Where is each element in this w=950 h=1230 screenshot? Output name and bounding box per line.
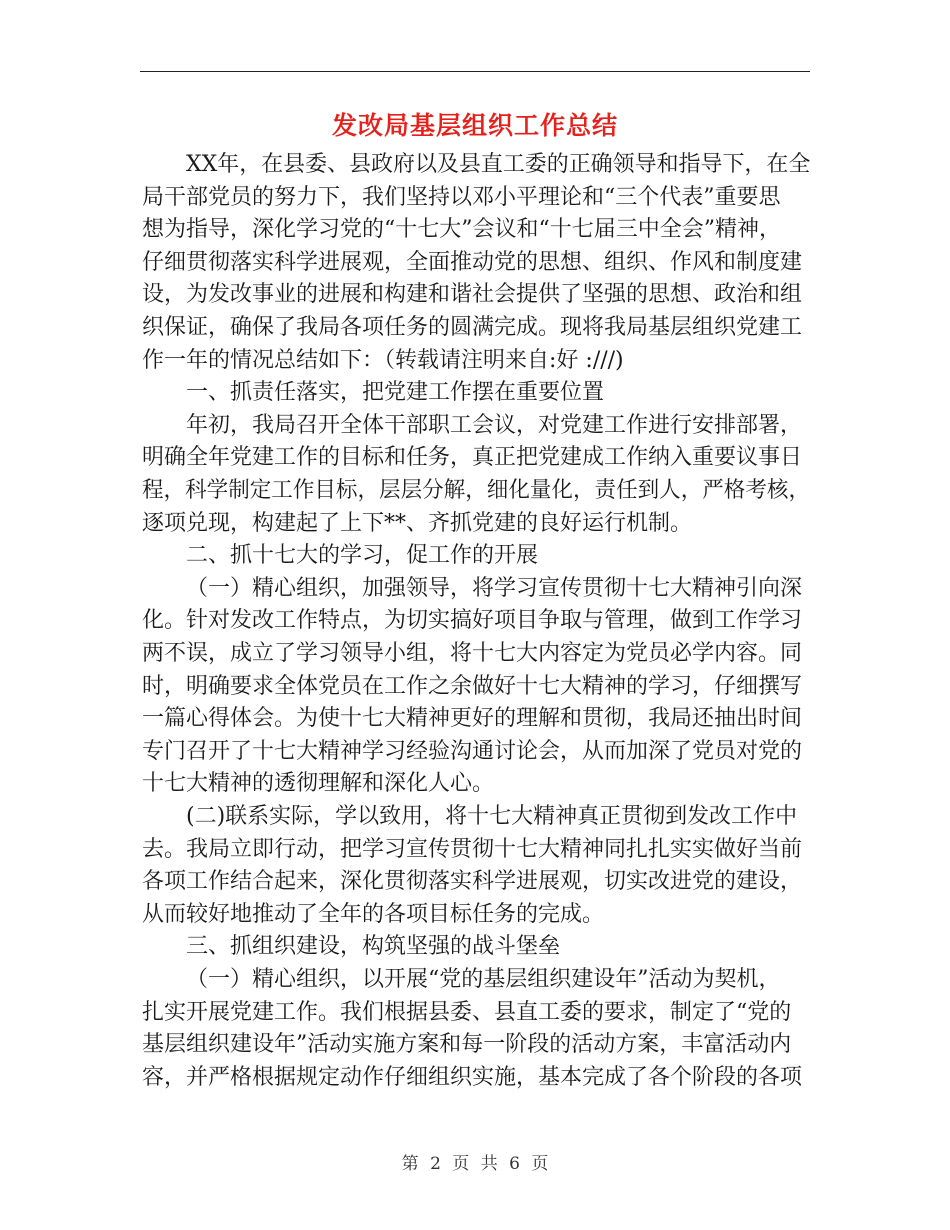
paragraph-line: 明确全年党建工作的目标和任务，真正把党建成工作纳入重要议事日 bbox=[142, 445, 803, 471]
paragraph-line: 化。针对发改工作特点，为切实搞好项目争取与管理，做到工作学习 bbox=[142, 608, 803, 634]
paragraph-line: 各项工作结合起来，深化贯彻落实科学进展观，切实改进党的建设， bbox=[142, 869, 803, 895]
paragraph-line: 十七大精神的透彻理解和深化人心。 bbox=[142, 771, 495, 797]
paragraph-line: 仔细贯彻落实科学进展观，全面推动党的思想、组织、作风和制度建 bbox=[142, 249, 803, 275]
paragraph-line: 三、抓组织建设，构筑坚强的战斗堡垒 bbox=[186, 934, 561, 960]
paragraph-line: 专门召开了十七大精神学习经验沟通讨论会，从而加深了党员对党的 bbox=[142, 738, 803, 764]
paragraph-line: 基层组织建设年”活动实施方案和每一阶段的活动方案，丰富活动内 bbox=[142, 1032, 792, 1058]
paragraph-line: 二、抓十七大的学习，促工作的开展 bbox=[186, 543, 539, 569]
paragraph-line: 两不误，成立了学习领导小组，将十七大内容定为党员必学内容。同 bbox=[142, 641, 803, 666]
paragraph-line: 一、抓责任落实，把党建工作摆在重要位置 bbox=[186, 380, 605, 406]
paragraph-line: 从而较好地推动了全年的各项目标任务的完成。 bbox=[142, 901, 605, 927]
document-title: 发改局基层组织工作总结 bbox=[331, 111, 618, 140]
paragraph-line: 逐项兑现，构建起了上下**、齐抓党建的良好运行机制。 bbox=[142, 510, 693, 536]
paragraph-line: 容，并严格根据规定动作仔细组织实施，基本完成了各个阶段的各项 bbox=[142, 1064, 803, 1090]
paragraph-line: (二)联系实际，学以致用，将十七大精神真正贯彻到发改工作中 bbox=[186, 804, 798, 829]
paragraph-line: XX年，在县委、县政府以及县直工委的正确领导和指导下，在全 bbox=[186, 152, 811, 177]
paragraph-line: （一）精心组织，加强领导，将学习宣传贯彻十七大精神引向深 bbox=[186, 575, 803, 601]
paragraph-line: 年初，我局召开全体干部职工会议，对党建工作进行安排部署， bbox=[186, 412, 803, 438]
paragraph-line: 时，明确要求全体党员在工作之余做好十七大精神的学习，仔细撰写 bbox=[142, 673, 803, 699]
paragraph-line: 去。我局立即行动，把学习宣传贯彻十七大精神同扎扎实实做好当前 bbox=[142, 836, 803, 862]
paragraph-line: 设，为发改事业的进展和构建和谐社会提供了坚强的思想、政治和组 bbox=[142, 282, 803, 308]
paragraph-line: 局干部党员的努力下，我们坚持以邓小平理论和“三个代表”重要思 bbox=[142, 184, 781, 210]
paragraph-line: 织保证，确保了我局各项任务的圆满完成。现将我局基层组织党建工 bbox=[142, 315, 803, 340]
paragraph-line: 一篇心得体会。为使十七大精神更好的理解和贯彻，我局还抽出时间 bbox=[142, 706, 803, 732]
paragraph-line: 程，科学制定工作目标，层层分解，细化量化，责任到人，严格考核， bbox=[142, 478, 811, 503]
page-footer: 第 2 页 共 6 页 bbox=[401, 1154, 549, 1174]
paragraph-line: 想为指导，深化学习党的“十七大”会议和“十七届三中全会”精神， bbox=[142, 217, 781, 243]
paragraph-line: 作一年的情况总结如下：（转载请注明来自:好 :///) bbox=[142, 347, 624, 373]
paragraph-line: （一）精心组织，以开展“党的基层组织建设年”活动为契机， bbox=[186, 967, 781, 992]
header-rule bbox=[140, 71, 810, 72]
paragraph-line: 扎实开展党建工作。我们根据县委、县直工委的要求，制定了“党的 bbox=[142, 999, 792, 1025]
